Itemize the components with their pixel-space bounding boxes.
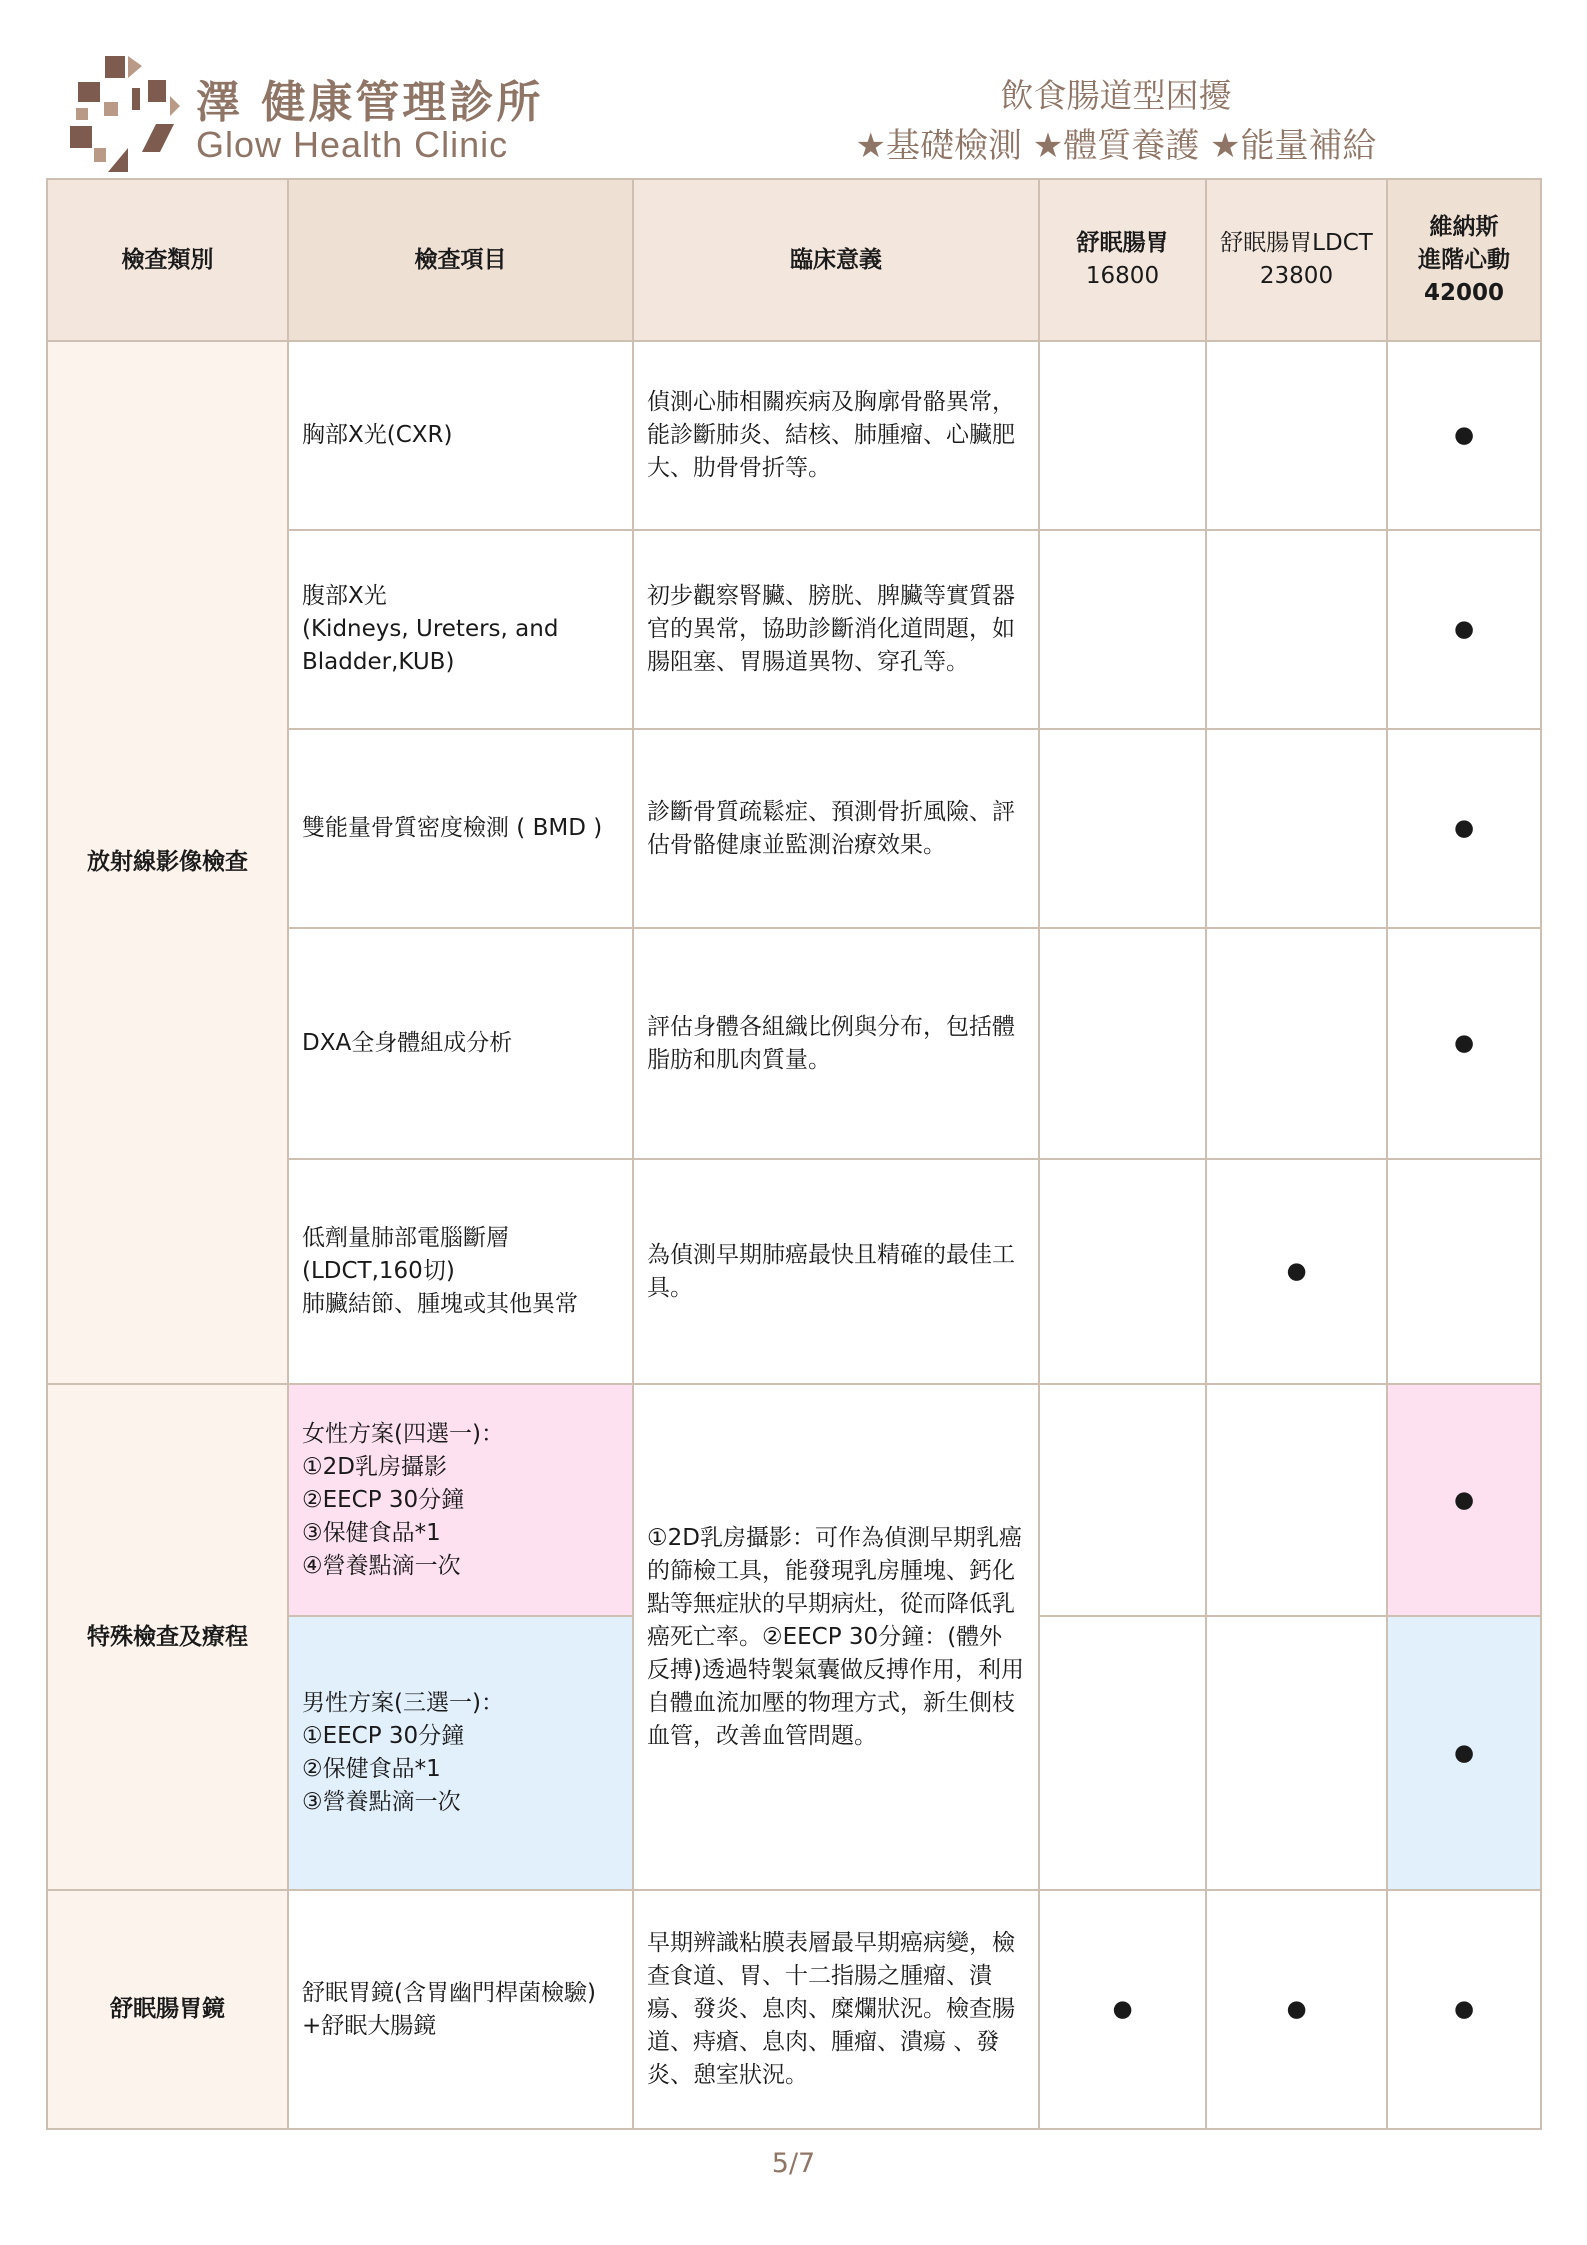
item-line: (Kidneys, Ureters, and Bladder,KUB)	[302, 616, 559, 675]
meaning-abdominal-xray: 初步觀察腎臟、膀胱、脾臟等實質器官的異常，協助診斷消化道問題，如腸阻塞、胃腸道異物、穿孔等。	[633, 530, 1039, 729]
meaning-bmd: 診斷骨質疏鬆症、預測骨折風險、評估骨骼健康並監測治療效果。	[633, 729, 1039, 928]
item-line: ②保健食品*1	[302, 1756, 441, 1782]
meaning-ldct: 為偵測早期肺癌最快且精確的最佳工具。	[633, 1159, 1039, 1384]
mark-plan-1	[1039, 341, 1206, 530]
item-abdominal-xray	[288, 530, 633, 729]
item-dxa: DXA全身體組成分析	[288, 928, 633, 1159]
mark-plan-2	[1206, 928, 1387, 1159]
mark-plan-2	[1206, 530, 1387, 729]
item-line: +舒眠大腸鏡	[302, 2012, 437, 2039]
plan-3-price: 42000	[1423, 279, 1505, 306]
plan-subtitle: ★基礎檢測 ★體質養護 ★能量補給	[855, 126, 1377, 166]
header-plan-1	[1039, 179, 1206, 341]
item-line: ①2D乳房攝影	[302, 1453, 447, 1480]
item-line: ②EECP 30分鐘	[302, 1486, 465, 1513]
item-line: 男性方案(三選一)：	[302, 1690, 504, 1716]
mark-plan-1: ●	[1039, 1890, 1206, 2129]
item-line: ③保健食品*1	[302, 1519, 441, 1546]
item-line: ③營養點滴一次	[302, 1789, 461, 1815]
mark-plan-1	[1039, 928, 1206, 1159]
item-line: 肺臟結節、腫塊或其他異常	[302, 1291, 578, 1317]
mark-plan-2	[1206, 729, 1387, 928]
mark-plan-2	[1206, 1616, 1387, 1890]
mark-plan-1	[1039, 530, 1206, 729]
plan-1-name: 舒眠腸胃	[1076, 230, 1169, 256]
item-line: 腹部X光	[302, 583, 387, 609]
table-row	[47, 1384, 1541, 1616]
plan-3-name-line1: 維納斯	[1429, 213, 1499, 240]
page-number: 5/7	[771, 2148, 816, 2179]
mark-plan-3: ●	[1387, 928, 1541, 1159]
plan-title: 飲食腸道型困擾	[1000, 76, 1232, 115]
table-row	[47, 341, 1541, 530]
item-line: (LDCT,160切)	[302, 1258, 455, 1284]
plan-3-name-line2: 進階心動	[1418, 246, 1510, 273]
item-endoscopy	[288, 1890, 633, 2129]
mark-plan-3-female: ●	[1387, 1384, 1541, 1616]
category-radiology: 放射線影像檢查	[47, 341, 288, 1384]
mark-plan-3: ●	[1387, 341, 1541, 530]
item-chest-xray: 胸部X光(CXR)	[288, 341, 633, 530]
item-bmd: 雙能量骨質密度檢測 ( BMD )	[288, 729, 633, 928]
header-meaning: 臨床意義	[633, 179, 1039, 341]
header-category: 檢查類別	[47, 179, 288, 341]
mark-plan-3: ●	[1387, 729, 1541, 928]
meaning-endoscopy: 早期辨識粘膜表層最早期癌病變，檢查食道、胃、十二指腸之腫瘤、潰瘍、發炎、息肉、糜爛狀況。檢查腸道、痔瘡、息肉、腫瘤、潰瘍 、發炎、憩室狀況。	[633, 1890, 1039, 2129]
mark-plan-3: ●	[1387, 1890, 1541, 2129]
mark-plan-2	[1206, 1384, 1387, 1616]
category-endoscopy: 舒眠腸胃鏡	[47, 1890, 288, 2129]
exam-table	[46, 178, 1542, 2130]
meaning-dxa: 評估身體各組織比例與分布，包括體脂肪和肌肉質量。	[633, 928, 1039, 1159]
header-plan-3	[1387, 179, 1541, 341]
item-line: 低劑量肺部電腦斷層	[302, 1225, 509, 1251]
item-line: 女性方案(四選一)：	[302, 1420, 504, 1447]
clinic-name-english: Glow Health Clinic	[196, 124, 509, 165]
item-line: 舒眠胃鏡(含胃幽門桿菌檢驗)	[302, 1979, 596, 2006]
clinic-logo-icon	[70, 56, 180, 172]
item-female-plan	[288, 1384, 633, 1616]
header-plan-2	[1206, 179, 1387, 341]
plan-2-name: 舒眠腸胃LDCT	[1220, 230, 1373, 256]
mark-plan-2: ●	[1206, 1159, 1387, 1384]
item-ldct	[288, 1159, 633, 1384]
item-line: ④營養點滴一次	[302, 1552, 461, 1579]
clinic-name-chinese: 澤 健康管理診所	[196, 77, 544, 128]
mark-plan-1	[1039, 729, 1206, 928]
mark-plan-1	[1039, 1616, 1206, 1890]
mark-plan-3-male: ●	[1387, 1616, 1541, 1890]
mark-plan-2	[1206, 341, 1387, 530]
plan-2-price: 23800	[1259, 263, 1334, 289]
meaning-special: ①2D乳房攝影：可作為偵測早期乳癌的篩檢工具，能發現乳房腫塊、鈣化點等無症狀的早期病灶，從而降低乳癌死亡率。②EECP 30分鐘：(體外反搏)透過特製氣囊做反搏作用，利用自體血流加壓的物理方式，新生側枝血管，改善血管問題。	[633, 1384, 1039, 1890]
category-special: 特殊檢查及療程	[47, 1384, 288, 1890]
mark-plan-3	[1387, 1159, 1541, 1384]
mark-plan-1	[1039, 1384, 1206, 1616]
mark-plan-1	[1039, 1159, 1206, 1384]
item-male-plan	[288, 1616, 633, 1890]
item-line: ①EECP 30分鐘	[302, 1723, 465, 1749]
table-row	[47, 1890, 1541, 2129]
plan-1-price: 16800	[1085, 263, 1160, 289]
meaning-chest-xray: 偵測心肺相關疾病及胸廓骨骼異常，能診斷肺炎、結核、肺腫瘤、心臟肥大、肋骨骨折等。	[633, 341, 1039, 530]
header-item: 檢查項目	[288, 179, 633, 341]
mark-plan-3: ●	[1387, 530, 1541, 729]
table-header-row	[47, 179, 1541, 341]
mark-plan-2: ●	[1206, 1890, 1387, 2129]
